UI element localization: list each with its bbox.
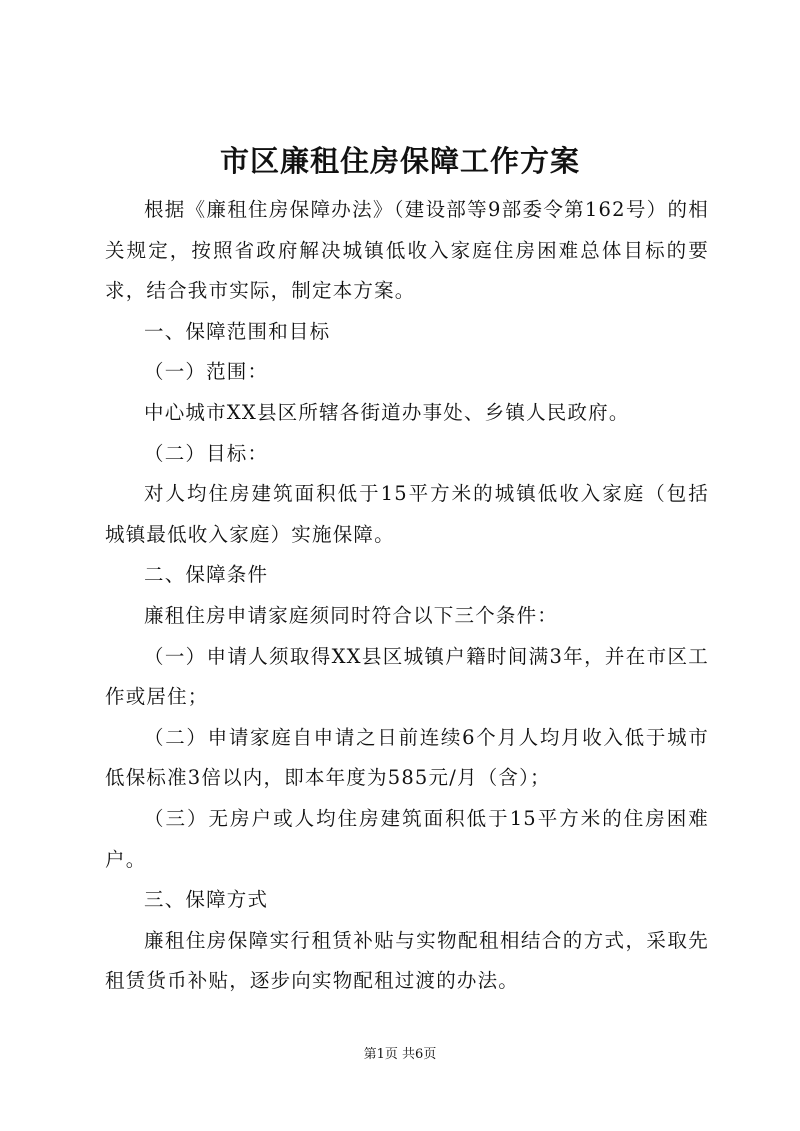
paragraph-scope: 中心城市XX县区所辖各街道办事处、乡镇人民政府。 [144,400,630,424]
condition-2: （二）申请家庭自申请之日前连续6个月人均月收入低于城市低保标准3倍以内，即本年度为585元/月（含）； [105,725,709,790]
subheading-scope: （一）范围： [144,360,269,384]
paragraph-intro: 根据《廉租住房保障办法》（建设部等9部委令第162号）的相关规定，按照省政府解决城镇低收入家庭住房困难总体目标的要求，结合我市实际，制定本方案。 [105,198,709,303]
condition-3: （三）无房户或人均住房建筑面积低于15平方米的住房困难户。 [105,806,709,871]
condition-1: （一）申请人须取得XX县区城镇户籍时间满3年，并在市区工作或居住； [105,644,709,709]
paragraph-method: 廉租住房保障实行租赁补贴与实物配租相结合的方式，采取先租赁货币补贴，逐步向实物配租过渡的办法。 [105,928,709,993]
document-title: 市区廉租住房保障工作方案 [219,144,580,178]
paragraph-conditions: 廉租住房申请家庭须同时符合以下三个条件： [144,603,559,627]
section-heading-2: 二、保障条件 [144,563,269,587]
subheading-goal: （二）目标： [144,441,269,465]
section-heading-1: 一、保障范围和目标 [144,319,331,343]
document-body [105,190,709,1002]
paragraph-goal: 对人均住房建筑面积低于15平方米的城镇低收入家庭（包括城镇最低收入家庭）实施保障。 [105,482,709,546]
page-number: 第1页 共6页 [363,1047,437,1062]
section-heading-3: 三、保障方式 [144,888,269,912]
